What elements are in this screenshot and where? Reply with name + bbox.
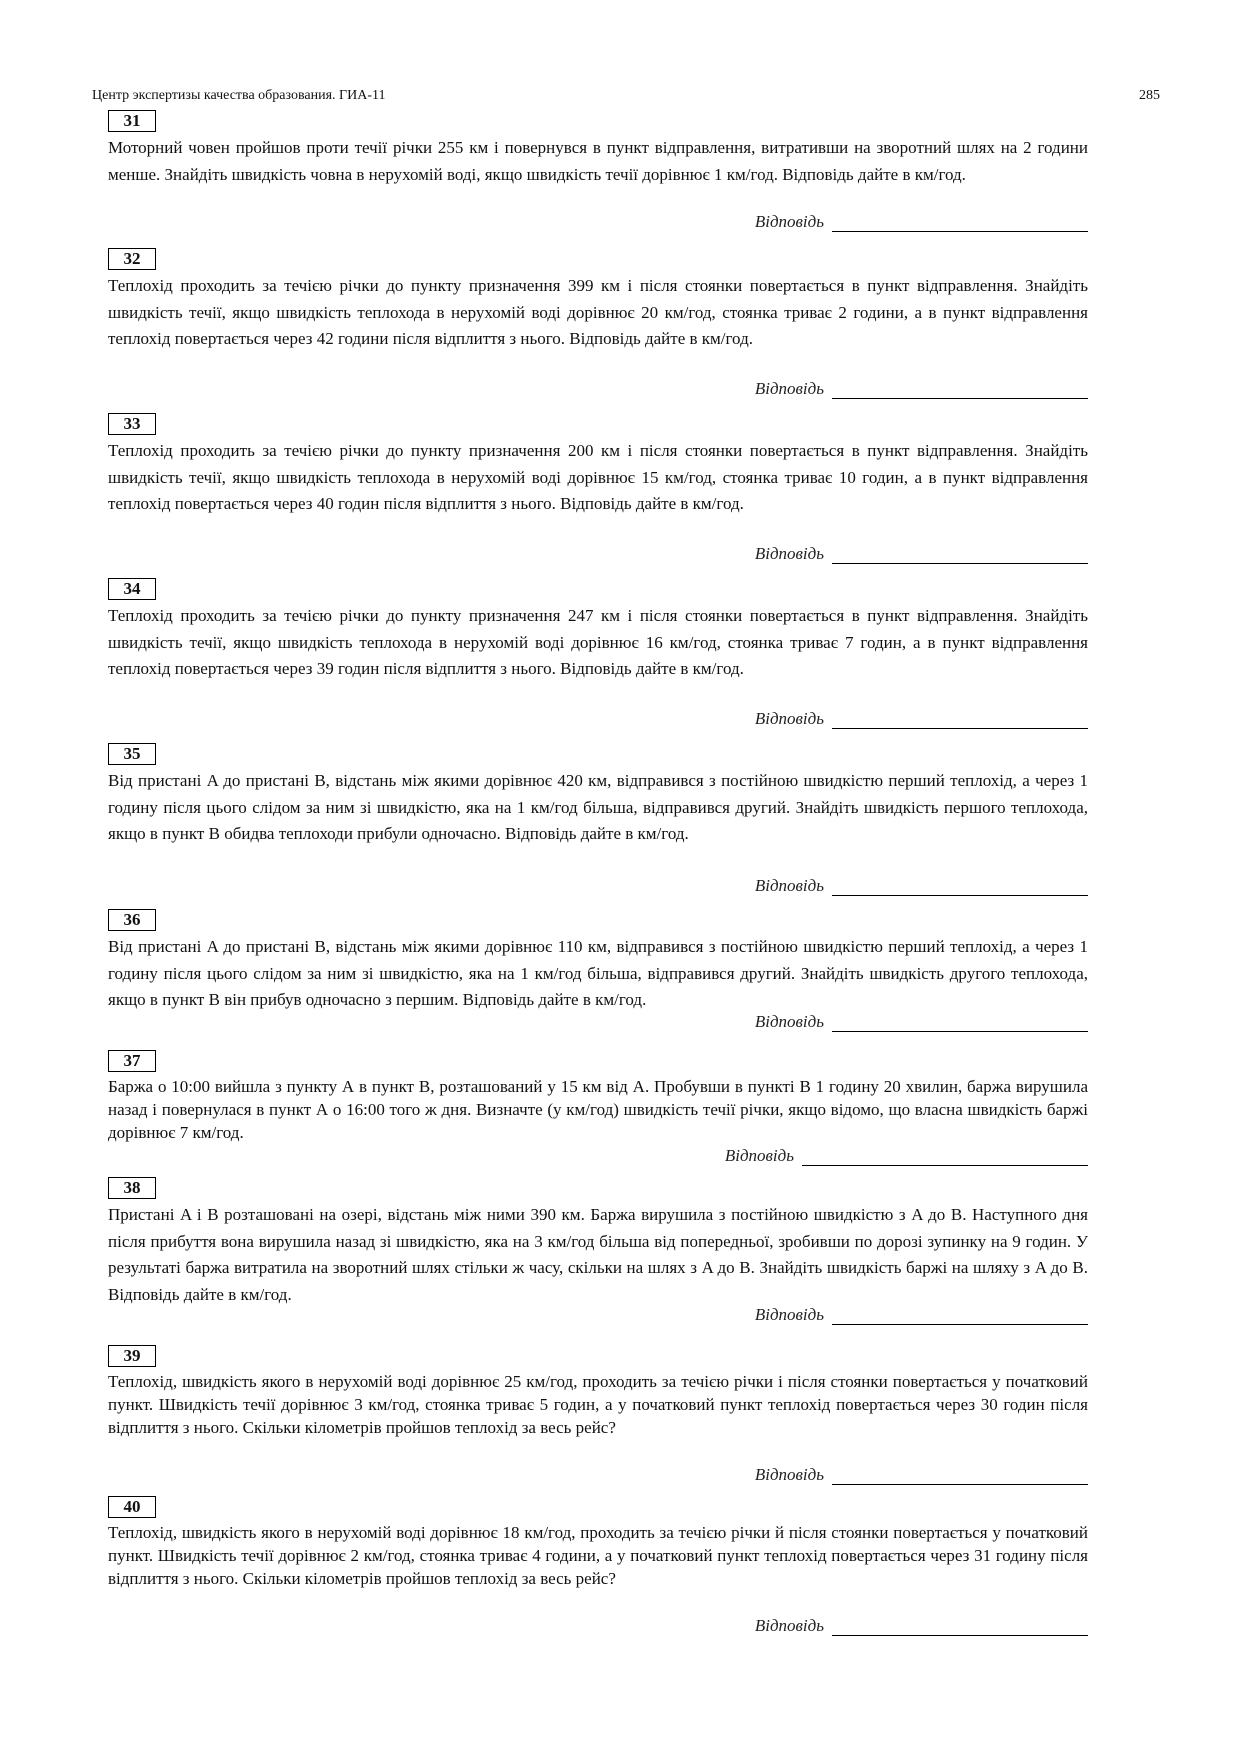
answer-row — [755, 544, 1088, 564]
task-number: 34 — [108, 578, 156, 600]
task-38 — [108, 1177, 1088, 1327]
answer-field[interactable] — [832, 1015, 1088, 1032]
answer-field[interactable] — [832, 215, 1088, 232]
task-number: 40 — [108, 1496, 156, 1518]
task-number: 32 — [108, 248, 156, 270]
answer-row — [755, 1616, 1088, 1636]
task-text: Від пристані A до пристані B, відстань між якими дорівнює 420 км, відправився з постійною швидкістю перший теплохід, а через 1 годину після цього слідом за ним зі швидкістю, яка на 1 км/год більша, відправився другий. Знайдіть швидкість першого теплохода, якщо в пункт B обидва теплоходи прибули одночасно. Відповідь дайте в км/год. — [108, 771, 1088, 843]
answer-field[interactable] — [832, 547, 1088, 564]
answer-field[interactable] — [832, 1468, 1088, 1485]
answer-field[interactable] — [802, 1149, 1088, 1166]
task-34 — [108, 578, 1088, 733]
answer-field[interactable] — [832, 382, 1088, 399]
answer-row — [755, 876, 1088, 896]
answer-field[interactable] — [832, 1619, 1088, 1636]
answer-row — [755, 1012, 1088, 1032]
task-37 — [108, 1050, 1088, 1170]
task-text: Теплохід проходить за течією річки до пункту призначення 247 км і після стоянки повертається в пункт відправлення. Знайдіть швидкість течії, якщо швидкість теплохода в нерухомій воді дорівнює 16 км/год, стоянка триває 7 годин, а в пункт відправлення теплохід повертається через 39 годин після відплиття з нього. Відповідь дайте в км/год. — [108, 606, 1088, 678]
answer-row — [755, 379, 1088, 399]
header-title: Центр экспертизы качества образования. ГИА-11 — [92, 88, 386, 103]
task-number: 33 — [108, 413, 156, 435]
answer-label: Відповідь — [754, 544, 824, 563]
page-header — [92, 88, 1160, 108]
answer-field[interactable] — [832, 1308, 1088, 1325]
task-text: Від пристані A до пристані B, відстань між якими дорівнює 110 км, відправився з постійною швидкістю перший теплохід, а через 1 годину після цього слідом за ним зі швидкістю, яка на 1 км/год більша, відправився другий. Знайдіть швидкість другого теплохода, якщо в пункт B він прибув одночасно з першим. Відповідь дайте в км/год. — [108, 937, 1088, 1009]
task-number: 38 — [108, 1177, 156, 1199]
answer-label: Відповідь — [754, 1465, 824, 1484]
task-number: 31 — [108, 110, 156, 132]
task-33 — [108, 413, 1088, 568]
task-35 — [108, 743, 1088, 898]
answer-label: Відповідь — [724, 1146, 794, 1165]
task-text: Теплохід, швидкість якого в нерухомій воді дорівнює 18 км/год, проходить за течією річки й після стоянки повертається у початковий пункт. Швидкість течії дорівнює 2 км/год, стоянка триває 4 години, а у початковий пункт теплохід повертається через 31 годину після відплиття з нього. Скільки кілометрів пройшов теплохід за весь рейс? — [108, 1523, 1088, 1588]
answer-label: Відповідь — [754, 1616, 824, 1635]
answer-label: Відповідь — [754, 876, 824, 895]
answer-label: Відповідь — [754, 1012, 824, 1031]
task-text: Моторний човен пройшов проти течії річки 255 км і повернувся в пункт відправлення, витративши на зворотний шлях на 2 години менше. Знайдіть швидкість човна в нерухомій воді, якщо швидкість течії дорівнює 1 км/год. Відповідь дайте в км/год. — [108, 138, 1088, 184]
answer-row — [725, 1146, 1088, 1166]
answer-label: Відповідь — [754, 709, 824, 728]
answer-row — [755, 212, 1088, 232]
task-number: 36 — [108, 909, 156, 931]
task-number: 39 — [108, 1345, 156, 1367]
task-39 — [108, 1345, 1088, 1485]
task-text: Теплохід проходить за течією річки до пункту призначення 399 км і після стоянки повертається в пункт відправлення. Знайдіть швидкість течії, якщо швидкість теплохода в нерухомій воді дорівнює 20 км/год, стоянка триває 2 години, а в пункт відправлення теплохід повертається через 42 години після відплиття з нього. Відповідь дайте в км/год. — [108, 276, 1088, 348]
task-text: Теплохід проходить за течією річки до пункту призначення 200 км і після стоянки повертається в пункт відправлення. Знайдіть швидкість течії, якщо швидкість теплохода в нерухомій воді дорівнює 15 км/год, стоянка триває 10 годин, а в пункт відправлення теплохід повертається через 40 годин після відплиття з нього. Відповідь дайте в км/год. — [108, 441, 1088, 513]
task-32 — [108, 248, 1088, 403]
answer-field[interactable] — [832, 712, 1088, 729]
task-text: Баржа о 10:00 вийшла з пункту А в пункт В, розташований у 15 км від А. Пробувши в пункті В 1 годину 20 хвилин, баржа вирушила назад і повернулася в пункт А о 16:00 того ж дня. Визначте (у км/год) швидкість течії річки, якщо відомо, що власна швидкість баржі дорівнює 7 км/год. — [108, 1077, 1088, 1142]
task-number: 35 — [108, 743, 156, 765]
task-text: Пристані A і B розташовані на озері, відстань між ними 390 км. Баржа вирушила з постійною швидкістю з A до B. Наступного дня після прибуття вона вирушила назад зі швидкістю, яка на 3 км/год більша від попередньої, зробивши по дорозі зупинку на 9 годин. У результаті баржа витратила на зворотний шлях стільки ж часу, скільки на шлях з A до B. Знайдіть швидкість баржі на шляху з A до B. Відповідь дайте в км/год. — [108, 1205, 1088, 1304]
answer-row — [755, 1465, 1088, 1485]
page-number: 285 — [1139, 88, 1160, 103]
task-36 — [108, 909, 1088, 1037]
answer-field[interactable] — [832, 879, 1088, 896]
answer-label: Відповідь — [754, 379, 824, 398]
answer-row — [755, 1305, 1088, 1325]
task-number: 37 — [108, 1050, 156, 1072]
task-31 — [108, 110, 1088, 238]
answer-row — [755, 709, 1088, 729]
answer-label: Відповідь — [754, 1305, 824, 1324]
answer-label: Відповідь — [754, 212, 824, 231]
task-text: Теплохід, швидкість якого в нерухомій воді дорівнює 25 км/год, проходить за течією річки і після стоянки повертається у початковий пункт. Швидкість течії дорівнює 3 км/год, стоянка триває 5 годин, а у початковий пункт теплохід повертається через 30 годин після відплиття з нього. Скільки кілометрів пройшов теплохід за весь рейс? — [108, 1372, 1088, 1437]
task-40 — [108, 1496, 1088, 1636]
